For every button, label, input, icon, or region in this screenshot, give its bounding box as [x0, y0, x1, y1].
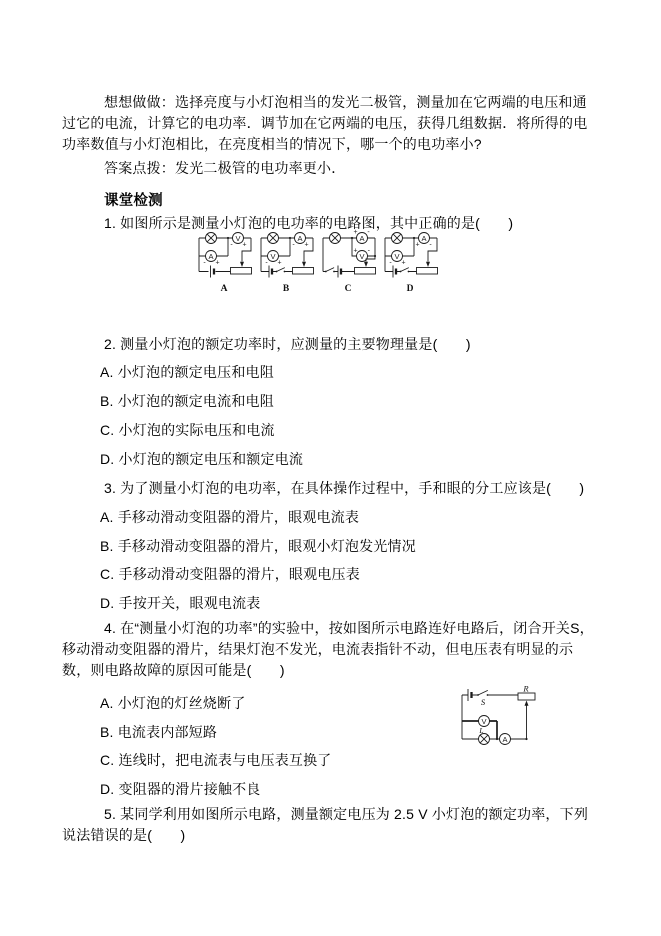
- rheostat-icon: [293, 262, 314, 274]
- bulb-icon: [268, 233, 279, 244]
- polarity-sign: +: [353, 247, 358, 255]
- polarity-sign: -: [389, 259, 392, 267]
- question-4-option-d: D. 变阻器的滑片接触不良: [100, 781, 261, 797]
- question-4-stem: 4. 在“测量小灯泡的功率”的实验中，按如图所示电路连好电路后，闭合开关S，移动滑动变阻器的滑片，结果灯泡不发光，电流表指针不动，但电压表有明显的示数，则电路故障的原因可能是( ): [62, 620, 594, 678]
- circuit-d-label: D: [406, 284, 414, 294]
- question-4-circuit-figure: [452, 686, 552, 750]
- junction-dot: [351, 237, 353, 239]
- meter-letter: V: [394, 251, 400, 261]
- question-3-option-b: B. 手移动滑动变阻器的滑片，眼观小灯泡发光情况: [100, 538, 416, 554]
- circuit-diagram-b: [257, 228, 315, 294]
- polarity-sign: -: [265, 259, 268, 267]
- battery-icon: [269, 266, 272, 278]
- ammeter-icon: [203, 251, 219, 267]
- resistor-label: R: [523, 686, 529, 694]
- switch-icon: [477, 690, 488, 696]
- meter-letter: A: [208, 251, 214, 261]
- meter-letter: V: [359, 251, 365, 261]
- switch-icon: [325, 268, 335, 273]
- polarity-sign: -: [367, 247, 370, 255]
- meter-letter: A: [359, 233, 365, 243]
- question-3-option-d: D. 手按开关，眼观电流表: [100, 595, 261, 611]
- circuit-diagram-d: [381, 228, 439, 294]
- wires: [462, 695, 527, 739]
- ammeter-icon: [354, 229, 371, 244]
- switch-label: S: [480, 697, 486, 707]
- question-4-option-a: A. 小灯泡的灯丝烧断了: [100, 695, 246, 711]
- meter-letter: V: [235, 233, 241, 243]
- question-1-stem: 1. 如图所示是测量小灯泡的电功率的电路图，其中正确的是( ): [104, 215, 514, 231]
- question-5-stem: 5. 某同学利用如图所示电路，测量额定电压为 2.5 V 小灯泡的额定功率，下列说法错误的是( ): [62, 806, 589, 843]
- polarity-sign: +: [353, 229, 358, 236]
- battery-icon: [211, 266, 215, 278]
- junction-dot: [413, 237, 415, 239]
- circuit-diagram-q4: [452, 686, 552, 750]
- polarity-sign: -: [203, 259, 206, 267]
- polarity-sign: -: [230, 241, 233, 249]
- polarity-sign: +: [242, 241, 247, 249]
- question-2-stem: 2. 测量小灯泡的额定功率时，应测量的主要物理量是( ): [104, 336, 471, 352]
- battery-icon: [468, 689, 472, 701]
- question-3-option-a: A. 手移动滑动变阻器的滑片，眼观电流表: [100, 509, 360, 525]
- bulb-icon: [392, 233, 403, 244]
- answer-hint-paragraph: 答案点拨：发光二极管的电功率更小．: [104, 160, 346, 176]
- junction-dot: [525, 738, 527, 740]
- question-3-option-c: C. 手移动滑动变阻器的滑片，眼观电压表: [100, 566, 360, 582]
- polarity-sign: -: [429, 241, 432, 249]
- ammeter-icon: [500, 734, 511, 745]
- question-4-option-c: C. 连线时，把电流表与电压表互换了: [100, 752, 332, 768]
- question-1-circuit-figure: [195, 228, 439, 294]
- junction-dot: [289, 237, 291, 239]
- circuit-b-label: B: [282, 284, 290, 294]
- question-4-option-b: B. 电流表内部短路: [100, 724, 218, 740]
- voltmeter-icon: [389, 251, 405, 267]
- battery-icon: [393, 266, 396, 278]
- junction-dot: [374, 255, 376, 257]
- polarity-sign: +: [277, 259, 282, 267]
- voltmeter-icon: [265, 251, 281, 267]
- meter-letter: A: [421, 233, 427, 243]
- question-2-option-d: D. 小灯泡的额定电压和额定电流: [100, 451, 304, 467]
- rheostat-icon: [518, 693, 535, 706]
- polarity-sign: -: [367, 229, 370, 236]
- bulb-icon: [479, 734, 490, 745]
- meter-letter: V: [481, 716, 487, 726]
- section-heading: 课堂检测: [104, 192, 163, 209]
- ammeter-icon: [416, 233, 433, 249]
- junction-dot: [227, 237, 229, 239]
- meter-letter: V: [270, 251, 276, 261]
- rheostat-icon: [231, 262, 252, 274]
- polarity-sign: +: [304, 241, 309, 249]
- switch-icon: [276, 268, 286, 273]
- question-2-option-b: B. 小灯泡的额定电流和电阻: [100, 393, 274, 409]
- polarity-sign: +: [401, 259, 406, 267]
- circuit-diagram-c: [319, 228, 377, 294]
- question-3-stem: 3. 为了测量小灯泡的电功率，在具体操作过程中，手和眼的分工应该是( ): [104, 480, 585, 496]
- bulb-icon: [330, 233, 341, 244]
- battery-icon: [338, 266, 341, 278]
- rheostat-icon: [417, 262, 438, 274]
- polarity-sign: +: [215, 259, 220, 267]
- question-2-option-a: A. 小灯泡的额定电压和电阻: [100, 364, 274, 380]
- intro-paragraph: 想想做做：选择亮度与小灯泡相当的发光二极管，测量加在它两端的电压和通过它的电流，计算它的电功率．调节加在它两端的电压，获得几组数据．将所得的电功率数值与小灯泡相比，在亮度相当的情况下，哪一个的电功率小?: [62, 94, 588, 152]
- rheostat-icon: [355, 262, 376, 274]
- meter-letter: A: [502, 734, 508, 744]
- circuit-a-label: A: [220, 284, 228, 294]
- circuit-diagram-a: [195, 228, 253, 294]
- polarity-sign: +: [415, 241, 420, 249]
- ammeter-icon: [292, 233, 308, 249]
- switch-icon: [400, 268, 410, 273]
- lamp-label: L: [479, 725, 484, 735]
- bulb-icon: [206, 233, 217, 244]
- polarity-sign: -: [292, 241, 295, 249]
- circuit-c-label: C: [344, 284, 352, 294]
- question-2-option-c: C. 小灯泡的实际电压和电流: [100, 422, 275, 438]
- junction-dot: [496, 738, 498, 740]
- meter-letter: A: [297, 233, 303, 243]
- voltmeter-icon: [230, 233, 246, 249]
